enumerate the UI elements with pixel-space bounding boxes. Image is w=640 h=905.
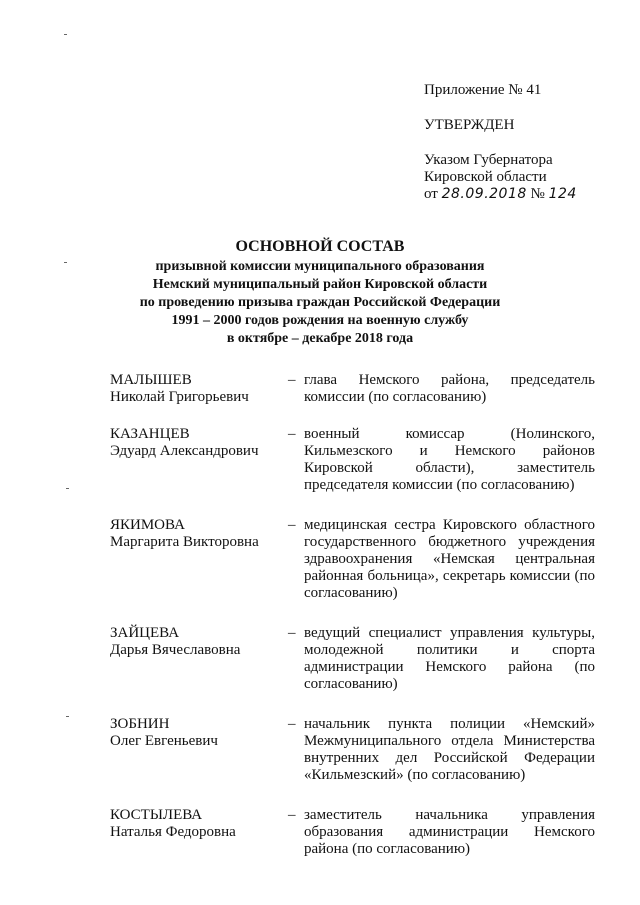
dash-separator: – bbox=[288, 372, 296, 388]
title-line: в октябре – декабре 2018 года bbox=[226, 331, 414, 346]
member-surname: ЗАЙЦЕВА bbox=[110, 625, 180, 641]
title-line: 1991 – 2000 годов рождения на военную службу bbox=[171, 313, 469, 328]
dash-separator: – bbox=[288, 426, 296, 442]
member-surname: ЗОБНИН bbox=[110, 716, 170, 732]
member-surname: КОСТЫЛЕВА bbox=[110, 807, 203, 823]
member-name bbox=[110, 716, 288, 784]
decree-date-line bbox=[424, 186, 624, 203]
number-prefix: № bbox=[530, 186, 545, 202]
member-name bbox=[110, 372, 288, 406]
member-role: медицинская сестра Кировского областного государственного бюджетного учреждения здравоохранения «Немская центральная районная больница», секретарь комиссии (по согласованию) bbox=[304, 517, 595, 601]
member-name bbox=[110, 807, 288, 858]
member-given-name: Эдуард Александрович bbox=[110, 443, 259, 459]
scan-speck bbox=[66, 488, 69, 489]
member-entry bbox=[110, 716, 595, 784]
scan-speck bbox=[66, 716, 69, 717]
member-entry bbox=[110, 625, 595, 693]
dash-separator: – bbox=[288, 625, 296, 641]
scan-speck bbox=[64, 34, 67, 35]
member-given-name: Дарья Вячеславовна bbox=[110, 642, 241, 658]
decree-line: Указом Губернатора bbox=[424, 152, 553, 168]
title-line: по проведению призыва граждан Российской Федерации bbox=[139, 295, 501, 310]
region-line: Кировской области bbox=[424, 169, 547, 185]
member-given-name: Наталья Федоровна bbox=[110, 824, 236, 840]
dash-separator: – bbox=[288, 517, 296, 533]
handwritten-number: 124 bbox=[548, 186, 577, 202]
member-entry bbox=[110, 372, 595, 406]
member-given-name: Олег Евгеньевич bbox=[110, 733, 218, 749]
members-list bbox=[110, 372, 595, 858]
member-surname: МАЛЫШЕВ bbox=[110, 372, 192, 388]
member-given-name: Николай Григорьевич bbox=[110, 389, 249, 405]
dash-separator: – bbox=[288, 716, 296, 732]
member-entry bbox=[110, 517, 595, 602]
title-line: призывной комиссии муниципального образования bbox=[155, 259, 485, 274]
member-given-name: Маргарита Викторовна bbox=[110, 534, 259, 550]
title-line: Немский муниципальный район Кировской области bbox=[152, 277, 488, 292]
appendix-number: Приложение № 41 bbox=[424, 82, 542, 98]
date-prefix: от bbox=[424, 186, 438, 202]
member-role: начальник пункта полиции «Немский» Межмуниципального отдела Министерства внутренних дел Российской Федерации «Кильмезский» (по согласованию) bbox=[304, 716, 595, 783]
member-name bbox=[110, 625, 288, 693]
member-surname: ЯКИМОВА bbox=[110, 517, 185, 533]
member-role: ведущий специалист управления культуры, молодежной политики и спорта администрации Немского района (по согласованию) bbox=[304, 625, 595, 692]
member-surname: КАЗАНЦЕВ bbox=[110, 426, 190, 442]
member-role: глава Немского района, председатель комиссии (по согласованию) bbox=[304, 372, 595, 405]
dash-separator: – bbox=[288, 807, 296, 823]
member-name bbox=[110, 517, 288, 602]
member-name bbox=[110, 426, 288, 494]
scan-speck bbox=[64, 262, 67, 263]
member-entry bbox=[110, 807, 595, 858]
member-role: заместитель начальника управления образования администрации Немского района (по согласованию) bbox=[304, 807, 595, 857]
page-title: ОСНОВНОЙ СОСТАВ bbox=[235, 238, 405, 255]
document-title bbox=[120, 237, 520, 348]
approval-block bbox=[424, 82, 624, 203]
handwritten-date: 28.09.2018 bbox=[441, 186, 527, 202]
member-role: военный комиссар (Нолинского, Кильмезского и Немского районов Кировской области), заместитель председателя комиссии (по согласованию) bbox=[304, 426, 595, 493]
member-entry bbox=[110, 426, 595, 494]
approved-label: УТВЕРЖДЕН bbox=[424, 117, 515, 133]
